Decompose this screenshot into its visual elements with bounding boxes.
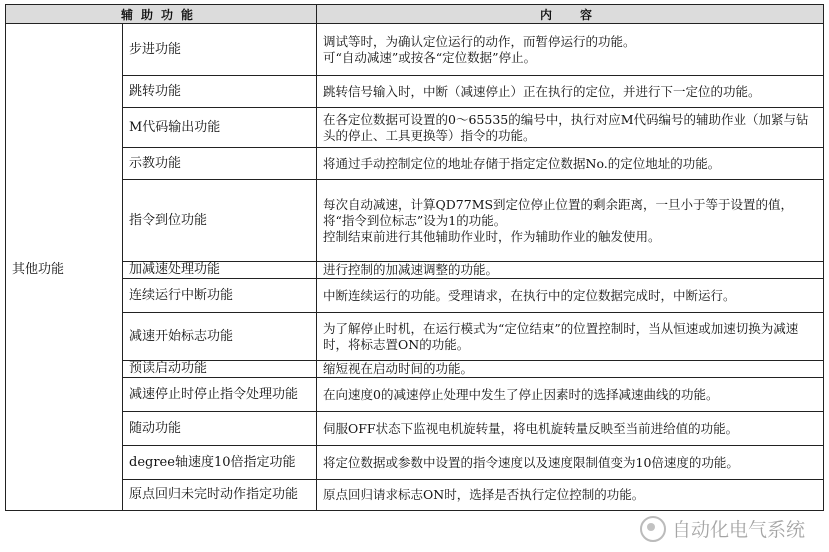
category-cell: 其他功能 xyxy=(6,24,123,511)
table-row xyxy=(6,76,824,108)
function-name-cell: 原点回归未完时动作指定功能 xyxy=(123,480,317,511)
description-line: 将通过手动控制定位的地址存储于指定定位数据No.的定位地址的功能。 xyxy=(323,155,721,171)
description-line: 每次自动减速，计算QD77MS到定位停止位置的剩余距离，一旦小于等于设置的值，将“指令到位标志”设为1的功能。 xyxy=(323,196,794,228)
description-cell xyxy=(317,378,824,412)
description-line: 在向速度0的减速停止处理中发生了停止因素时的选择减速曲线的功能。 xyxy=(323,386,719,402)
description-line: 进行控制的加减速调整的功能。 xyxy=(323,262,499,277)
watermark xyxy=(640,515,805,542)
description-line: 在各定位数据可设置的0～65535的编号中，执行对应M代码编号的辅助作业（加紧与钻头的停止、工具更换等）指令的功能。 xyxy=(323,111,809,143)
description-line: 缩短视在启动时间的功能。 xyxy=(323,361,474,376)
description-cell xyxy=(317,180,824,262)
function-name-cell: 连续运行中断功能 xyxy=(123,279,317,313)
description-line: 中断连续运行的功能。受理请求，在执行中的定位数据完成时，中断运行。 xyxy=(323,287,736,303)
description-cell xyxy=(317,412,824,446)
description-line: 伺服OFF状态下监视电机旋转量，将电机旋转量反映至当前进给值的功能。 xyxy=(323,420,739,436)
table-row xyxy=(6,446,824,480)
function-name-cell: 随动功能 xyxy=(123,412,317,446)
table-row xyxy=(6,361,824,378)
function-name-cell: 指令到位功能 xyxy=(123,180,317,262)
description-cell xyxy=(317,361,824,378)
table-row xyxy=(6,108,824,148)
description-line: 可“自动减速”或按各“定位数据”停止。 xyxy=(323,49,537,65)
description-cell xyxy=(317,24,824,76)
description-cell xyxy=(317,76,824,108)
description-line: 调试等时，为确认定位运行的动作，而暂停运行的功能。 xyxy=(323,33,636,49)
description-cell xyxy=(317,148,824,180)
table-row xyxy=(6,412,824,446)
table-row xyxy=(6,313,824,361)
header-content: 内 容 xyxy=(317,5,824,24)
function-name-cell: 减速开始标志功能 xyxy=(123,313,317,361)
function-name-cell: degree轴速度10倍指定功能 xyxy=(123,446,317,480)
table-header-row xyxy=(6,5,824,24)
table-row xyxy=(6,480,824,511)
function-name-cell: M代码输出功能 xyxy=(123,108,317,148)
header-aux-function: 辅助功能 xyxy=(6,5,317,24)
table-row xyxy=(6,279,824,313)
table-row xyxy=(6,180,824,262)
description-line: 跳转信号输入时，中断（减速停止）正在执行的定位，并进行下一定位的功能。 xyxy=(323,83,761,99)
table-body xyxy=(6,24,824,511)
description-line: 原点回归请求标志ON时，选择是否执行定位控制的功能。 xyxy=(323,487,645,502)
description-cell xyxy=(317,446,824,480)
table-row xyxy=(6,24,824,76)
wechat-logo-icon xyxy=(640,516,666,542)
description-cell xyxy=(317,480,824,511)
watermark-text: 自动化电气系统 xyxy=(671,519,805,541)
description-line: 将定位数据或参数中设置的指令速度以及速度限制值变为10倍速度的功能。 xyxy=(323,454,739,470)
description-cell xyxy=(317,279,824,313)
function-name-cell: 示教功能 xyxy=(123,148,317,180)
auxiliary-function-table xyxy=(5,4,824,511)
table-row xyxy=(6,148,824,180)
function-name-cell: 预读启动功能 xyxy=(123,361,317,378)
description-cell xyxy=(317,108,824,148)
table-row xyxy=(6,262,824,279)
function-name-cell: 加减速处理功能 xyxy=(123,262,317,279)
description-line: 控制结束前进行其他辅助作业时，作为辅助作业的触发使用。 xyxy=(323,228,661,244)
function-name-cell: 减速停止时停止指令处理功能 xyxy=(123,378,317,412)
function-name-cell: 跳转功能 xyxy=(123,76,317,108)
function-name-cell: 步进功能 xyxy=(123,24,317,76)
table-row xyxy=(6,378,824,412)
description-cell xyxy=(317,262,824,279)
description-cell xyxy=(317,313,824,361)
description-line: 为了解停止时机，在运行模式为“定位结束”的位置控制时，当从恒速或加速切换为减速时，将标志置ON的功能。 xyxy=(323,320,799,352)
